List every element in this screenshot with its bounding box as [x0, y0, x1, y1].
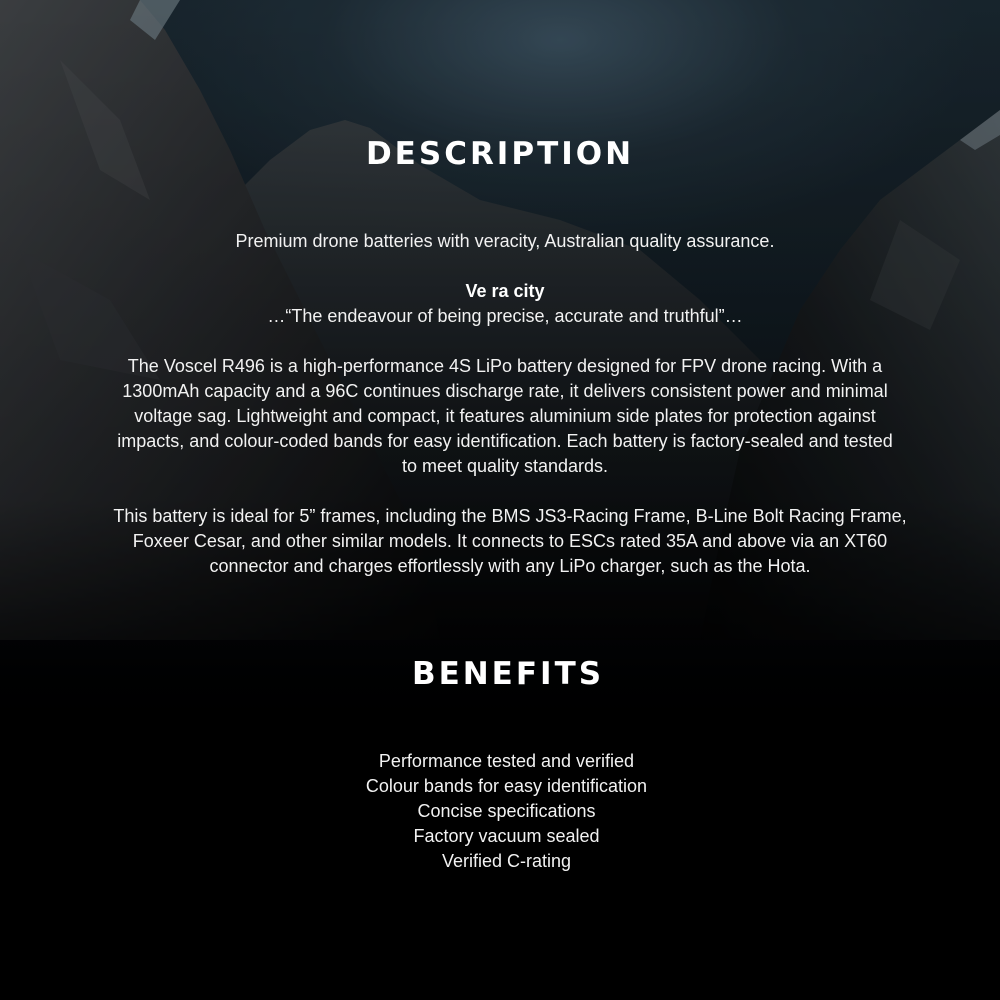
benefits-list — [0, 749, 1000, 874]
tagline: Premium drone batteries with veracity, Australian quality assurance. — [235, 231, 775, 251]
benefit-item: Verified C-rating — [441, 851, 572, 871]
description-paragraph-2: This battery is ideal for 5” frames, including the BMS JS3-Racing Frame, B-Line Bolt Racing Frame, Foxeer Cesar, and other similar models. It connects to ESCs rated 35A and above via an XT60 connector and charges effortlessly with any LiPo charger, such as the Hota. — [113, 506, 907, 576]
veracity-quote: …“The endeavour of being precise, accurate and truthful”… — [267, 306, 743, 326]
benefit-item: Performance tested and verified — [378, 751, 635, 771]
benefit-item: Factory vacuum sealed — [413, 826, 600, 846]
description-heading: DESCRIPTION — [365, 136, 635, 172]
benefit-item: Concise specifications — [417, 801, 596, 821]
veracity-title: Ve ra city — [465, 281, 545, 301]
benefit-item: Colour bands for easy identification — [365, 776, 648, 796]
benefits-heading: BENEFITS — [411, 656, 605, 692]
description-paragraph-1: The Voscel R496 is a high-performance 4S LiPo battery designed for FPV drone racing. With a 1300mAh capacity and a 96C continues discharge rate, it delivers consistent power and minimal voltage sag. Lightweight and compact, it features aluminium side plates for protection against impacts, and colour-coded bands for easy identification. Each battery is factory-sealed and tested to meet quality standards. — [117, 356, 893, 476]
